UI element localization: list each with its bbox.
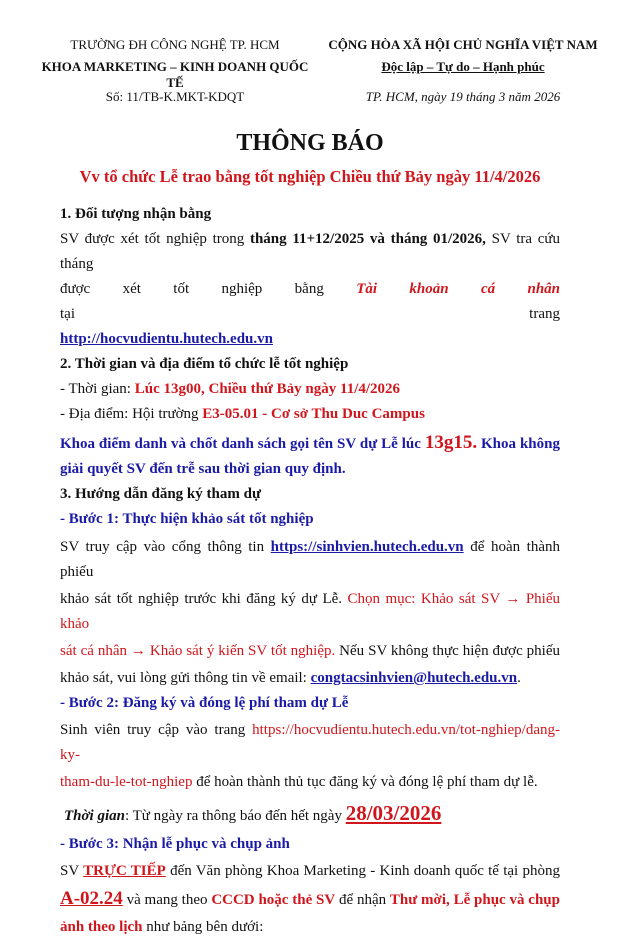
section1-para-line2 <box>60 277 560 327</box>
support-email-link[interactable]: congtacsinhvien@hutech.edu.vn <box>310 670 518 686</box>
text: . <box>517 670 521 686</box>
nation-block <box>318 37 608 105</box>
university-name: TRƯỜNG ĐH CÔNG NGHỆ TP. HCM <box>70 37 280 52</box>
sinhvien-portal-link[interactable]: https://sinhvien.hutech.edu.vn <box>270 539 464 555</box>
text: để nhận <box>335 892 390 908</box>
issue-date: TP. HCM, ngày 19 tháng 3 năm 2026 <box>365 89 561 104</box>
document-body <box>60 202 560 940</box>
registration-link-cont[interactable]: tham-du-le-tot-nghiep <box>60 774 193 790</box>
text: đến Văn phòng Khoa Marketing - Kinh doanh quốc tế tại phòng <box>165 863 560 879</box>
text: : Từ ngày ra thông báo đến hết ngày <box>124 808 346 824</box>
issuer-block <box>40 37 310 105</box>
text: và mang theo <box>122 892 212 908</box>
step1-line3 <box>60 639 560 664</box>
section3-heading: 3. Hướng dẫn đăng ký tham dự <box>60 486 261 502</box>
ceremony-place <box>60 402 560 427</box>
place-label: - Địa điểm: Hội trường <box>60 406 203 422</box>
time-value: Lúc 13g00, Chiều thứ Bảy ngày 11/4/2026 <box>134 381 401 397</box>
national-motto: Độc lập – Tự do – Hạnh phúc <box>381 59 545 74</box>
step1-title: - Bước 1: Thực hiện khảo sát tốt nghiệp <box>60 511 314 527</box>
place-value: E3-05.01 - Cơ sở Thu Duc Campus <box>202 406 425 422</box>
page-title: THÔNG BÁO <box>236 130 384 156</box>
step1-line2 <box>60 587 560 637</box>
text: được xét tốt nghiệp bằng <box>60 281 357 297</box>
step2-line2 <box>60 770 560 795</box>
attendance-notice-line2: giải quyết SV đến trễ sau thời gian quy định. <box>60 461 346 477</box>
section2-heading: 2. Thời gian và địa điểm tổ chức lễ tốt nghiệp <box>60 356 349 372</box>
survey-path-cont: sát cá nhân → Khảo sát ý kiến SV tốt nghiệp. <box>60 643 336 659</box>
faculty-name: KHOA MARKETING – KINH DOANH QUỐC TẾ <box>41 59 309 90</box>
text: SV <box>60 863 84 879</box>
attendance-notice-line1 <box>60 430 560 457</box>
step1-line1 <box>60 535 560 585</box>
document-number: Số: 11/TB-K.MKT-KDQT <box>105 89 245 104</box>
text: SV truy cập vào cổng thông tin <box>60 539 271 555</box>
step2-title: - Bước 2: Đăng ký và đóng lệ phí tham dự Lễ <box>60 695 349 711</box>
text: SV được xét tốt nghiệp trong <box>60 231 250 247</box>
step3-title: - Bước 3: Nhận lễ phục và chụp ảnh <box>60 836 290 852</box>
section1-para-line1 <box>60 227 560 277</box>
survey-path: Chọn mục: Khảo sát SV → Phiếu khảo <box>60 591 560 632</box>
ceremony-time <box>60 377 560 402</box>
registration-link[interactable]: https://hocvudientu.hutech.edu.vn/tot-nghiep/dang- ky- <box>60 722 560 763</box>
text: khảo sát, vui lòng gửi thông tin về email: <box>60 670 311 686</box>
rollcall-time: 13g15. <box>424 432 478 453</box>
page-subtitle: Vv tổ chức Lễ trao bằng tốt nghiệp Chiều thứ Bảy ngày 11/4/2026 <box>79 167 541 186</box>
step1-line4 <box>60 666 560 691</box>
text: SV tra cứu tháng <box>60 231 561 272</box>
text: khảo sát tốt nghiệp trước khi đăng ký dự Lễ. <box>60 591 348 607</box>
id-requirement: CCCD hoặc thẻ SV <box>211 892 336 908</box>
text: để hoàn thành thủ tục đăng ký và đóng lệ phí tham dự lễ. <box>192 774 538 790</box>
text: Sinh viên truy cập vào trang <box>60 722 253 738</box>
step3-line1 <box>60 859 560 884</box>
text: tại trang <box>60 306 560 322</box>
time-label: - Thời gian: <box>60 381 135 397</box>
text: để hoàn thành phiếu <box>60 539 560 580</box>
deadline-date: 28/03/2026 <box>345 801 442 825</box>
text: Khoa điểm danh và chốt danh sách gọi tên SV dự Lễ lúc <box>60 436 425 452</box>
step3-line3 <box>60 915 560 940</box>
text: Nếu SV không thực hiện được phiếu <box>335 643 560 659</box>
hocvudientu-link[interactable]: http://hocvudientu.hutech.edu.vn <box>60 331 273 347</box>
text: như bảng bên dưới: <box>142 919 264 935</box>
step3-line2 <box>60 886 560 913</box>
items-received: Thư mời, Lễ phục và chụp <box>389 892 560 908</box>
graduation-months: tháng 11+12/2025 và tháng 01/2026, <box>249 231 486 247</box>
step2-deadline <box>60 799 560 830</box>
nation-name: CỘNG HÒA XÃ HỘI CHỦ NGHĨA VIỆT NAM <box>328 37 598 52</box>
in-person-emphasis: TRỰC TIẾP <box>83 863 166 879</box>
deadline-label: Thời gian <box>64 808 125 824</box>
room-number: A-02.24 <box>60 888 123 909</box>
text: Khoa không <box>477 436 560 452</box>
section1-heading: 1. Đối tượng nhận bằng <box>60 206 212 222</box>
items-received-cont: ảnh theo lịch <box>60 919 143 935</box>
personal-account-emphasis: Tài khoản cá nhân <box>356 281 560 297</box>
step2-line1 <box>60 718 560 768</box>
